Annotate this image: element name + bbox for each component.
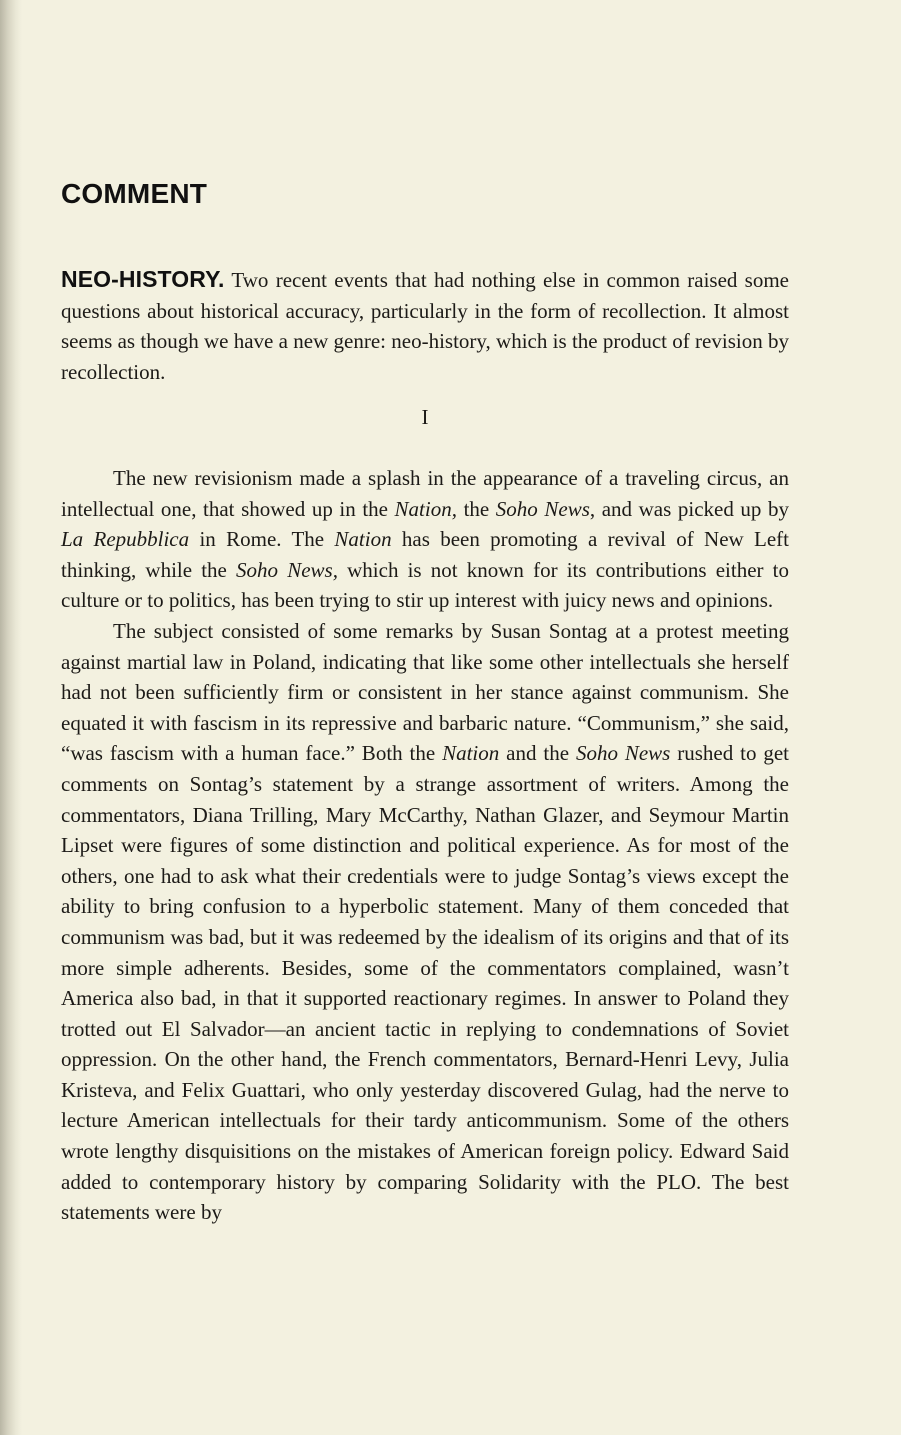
publication-title: Nation [334, 527, 392, 552]
article-body [61, 463, 789, 1228]
text-run: has been promoting a revival of New Left thinking, while the [61, 527, 789, 582]
article-title: NEO-HISTORY. [61, 266, 225, 292]
publication-title: Soho News, [236, 557, 338, 582]
publication-title: La Repubblica [61, 527, 190, 552]
text-run: The new revisionism made a splash in the appearance of a traveling circus, an intellectual one, that showed up in the [61, 466, 789, 521]
intro-text: Two recent events that had nothing else in common raised some questions about historical accuracy, particularly in the form of recollection. It almost seems as though we have a new genre: neo-history, which is the product of revision by recollection. [61, 268, 789, 384]
publication-title: Nation [442, 741, 500, 766]
text-run: The subject consisted of some remarks by Susan Sontag at a protest meeting against martial law in Poland, indicating that like some other intellectuals she herself had not been sufficiently firm or consistent in her stance against communism. She equated it with fascism in its repressive and barbaric nature. “Communism,” she said, “was fascism with a human face.” Both the [61, 618, 789, 766]
body-paragraph-2 [61, 616, 789, 1228]
text-run: , and was picked up by [589, 496, 789, 521]
intro-paragraph [61, 264, 789, 387]
publication-title: Nation, [394, 496, 457, 521]
section-numeral: I [421, 405, 429, 429]
text-run: the [456, 496, 496, 521]
text-run: in Rome. The [189, 527, 335, 552]
section-heading: COMMENT [61, 178, 208, 209]
page [61, 0, 789, 1435]
body-paragraph-1 [61, 463, 789, 616]
publication-title: Soho News [575, 741, 671, 766]
text-run: rushed to get comments on Sontag’s statement by a strange assortment of writers. Among the commentators, Diana Trilling, Mary McCarthy, Nathan Glazer, and Seymour Martin Lipset were figures of some distinction and political experience. As for most of the others, one had to ask what their credentials were to judge Sontag’s views except the ability to bring confusion to a hyperbolic statement. Many of them conceded that communism was bad, but it was redeemed by the idealism of its origins and that of its more simple adherents. Besides, some of the commentators complained, wasn’t America also bad, in that it supported reactionary regimes. In answer to Poland they trotted out El Salvador—an ancient tactic in replying to condemnations of Soviet oppression. On the other hand, the French commentators, Bernard-Henri Levy, Julia Kristeva, and Felix Guattari, who only yesterday discovered Gulag, had the nerve to lecture American intellectuals for their tardy anticommunism. Some of the others wrote lengthy disquisitions on the mistakes of American foreign policy. Edward Said added to contemporary history by comparing Solidarity with the PLO. The best statements were by [61, 741, 789, 1225]
publication-title: Soho News [495, 496, 590, 521]
text-run: which is not known for its contributions either to culture or to politics, has been trying to stir up interest with juicy news and opinions. [61, 557, 789, 613]
text-run: and the [499, 741, 576, 766]
page-binding-shadow [0, 0, 22, 1435]
